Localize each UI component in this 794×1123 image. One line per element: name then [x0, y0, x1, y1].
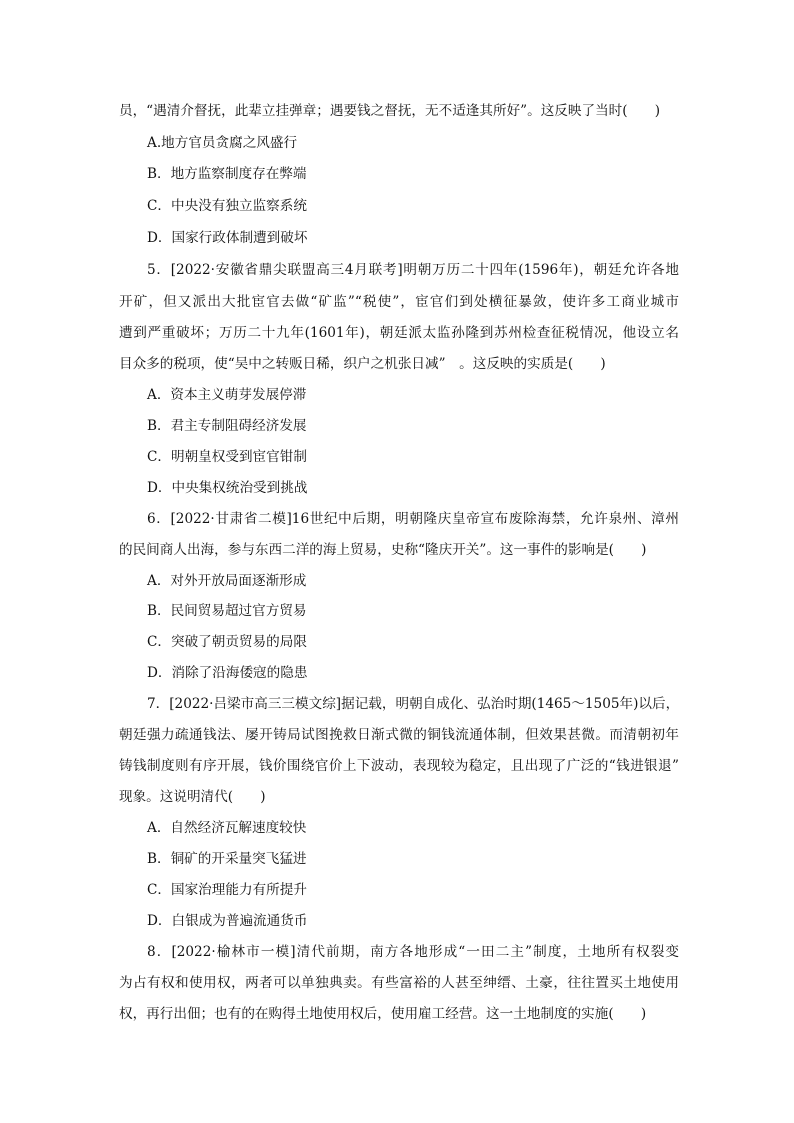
- q5-stem-line-4: 目众多的税项，使“吴中之转贩日稀，织户之机张日减” 。这反映的实质是( ): [119, 356, 606, 372]
- q5-stem-line-1: 5．[2022·安徽省鼎尖联盟高三4月联考]明朝万历二十四年(1596年)，朝廷允许各地: [147, 262, 679, 278]
- q5-option-b: B．君主专制阻碍经济发展: [147, 418, 307, 434]
- q4-option-c: C．中央没有独立监察系统: [147, 198, 307, 214]
- q8-stem-line-1: 8．[2022·榆林市一模]清代前期，南方各地形成“一田二主”制度，土地所有权裂变: [147, 944, 679, 960]
- q6-option-d: D．消除了沿海倭寇的隐患: [147, 665, 308, 681]
- q5-option-d: D．中央集权统治受到挑战: [147, 480, 308, 496]
- q7-stem-line-1: 7．[2022·吕梁市高三三模文综]据记载，明朝自成化、弘治时期(1465～1505年)以后，: [147, 696, 680, 712]
- q8-stem-line-3: 权，再行出佃；也有的在购得土地使用权后，使用雇工经营。这一土地制度的实施( ): [119, 1006, 647, 1022]
- q6-stem-line-1: 6．[2022·甘肃省二模]16世纪中后期，明朝隆庆皇帝宣布废除海禁，允许泉州、漳州: [147, 511, 679, 527]
- q6-option-b: B．民间贸易超过官方贸易: [147, 603, 307, 619]
- q7-option-c: C．国家治理能力有所提升: [147, 882, 307, 898]
- q5-stem-line-2: 开矿，但又派出大批宦官去做“矿监”“税使”，宦官们到处横征暴敛，使许多工商业城市: [119, 294, 679, 310]
- q7-stem-line-4: 现象。这说明清代( ): [119, 789, 266, 805]
- q5-option-c: C．明朝皇权受到宦官钳制: [147, 449, 307, 465]
- q4-option-b: B．地方监察制度存在弊端: [147, 166, 307, 182]
- q7-option-b: B．铜矿的开采量突飞猛进: [147, 851, 307, 867]
- q7-option-d: D．白银成为普遍流通货币: [147, 913, 308, 929]
- q5-stem-line-3: 遭到严重破坏；万历二十九年(1601年)，朝廷派太监孙隆到苏州检查征税情况，他设立名: [119, 325, 679, 341]
- q7-option-a: A．自然经济瓦解速度较快: [147, 820, 307, 836]
- q5-option-a: A．资本主义萌芽发展停滞: [147, 387, 307, 403]
- q6-stem-line-2: 的民间商人出海，参与东西二洋的海上贸易，史称“隆庆开关”。这一事件的影响是( ): [119, 542, 647, 558]
- q7-stem-line-2: 朝廷强力疏通钱法、屡开铸局试图挽救日渐式微的铜钱流通体制，但效果甚微。而清朝初年: [119, 727, 679, 743]
- q4-option-a: A.地方官员贪腐之风盛行: [147, 135, 298, 151]
- q4-option-d: D．国家行政体制遭到破坏: [147, 230, 308, 246]
- q6-option-c: C．突破了朝贡贸易的局限: [147, 634, 307, 650]
- q6-option-a: A．对外开放局面逐渐形成: [147, 573, 307, 589]
- q4-stem-tail: 员，“遇清介督抚，此辈立挂弹章；遇要钱之督抚，无不适逢其所好”。这反映了当时( ): [119, 103, 661, 119]
- q8-stem-line-2: 为占有权和使用权，两者可以单独典卖。有些富裕的人甚至绅缙、土豪，往往置买土地使用: [119, 975, 679, 991]
- q7-stem-line-3: 铸钱制度则有序开展，钱价围绕官价上下波动，表现较为稳定，且出现了广泛的“钱进银退”: [119, 758, 679, 774]
